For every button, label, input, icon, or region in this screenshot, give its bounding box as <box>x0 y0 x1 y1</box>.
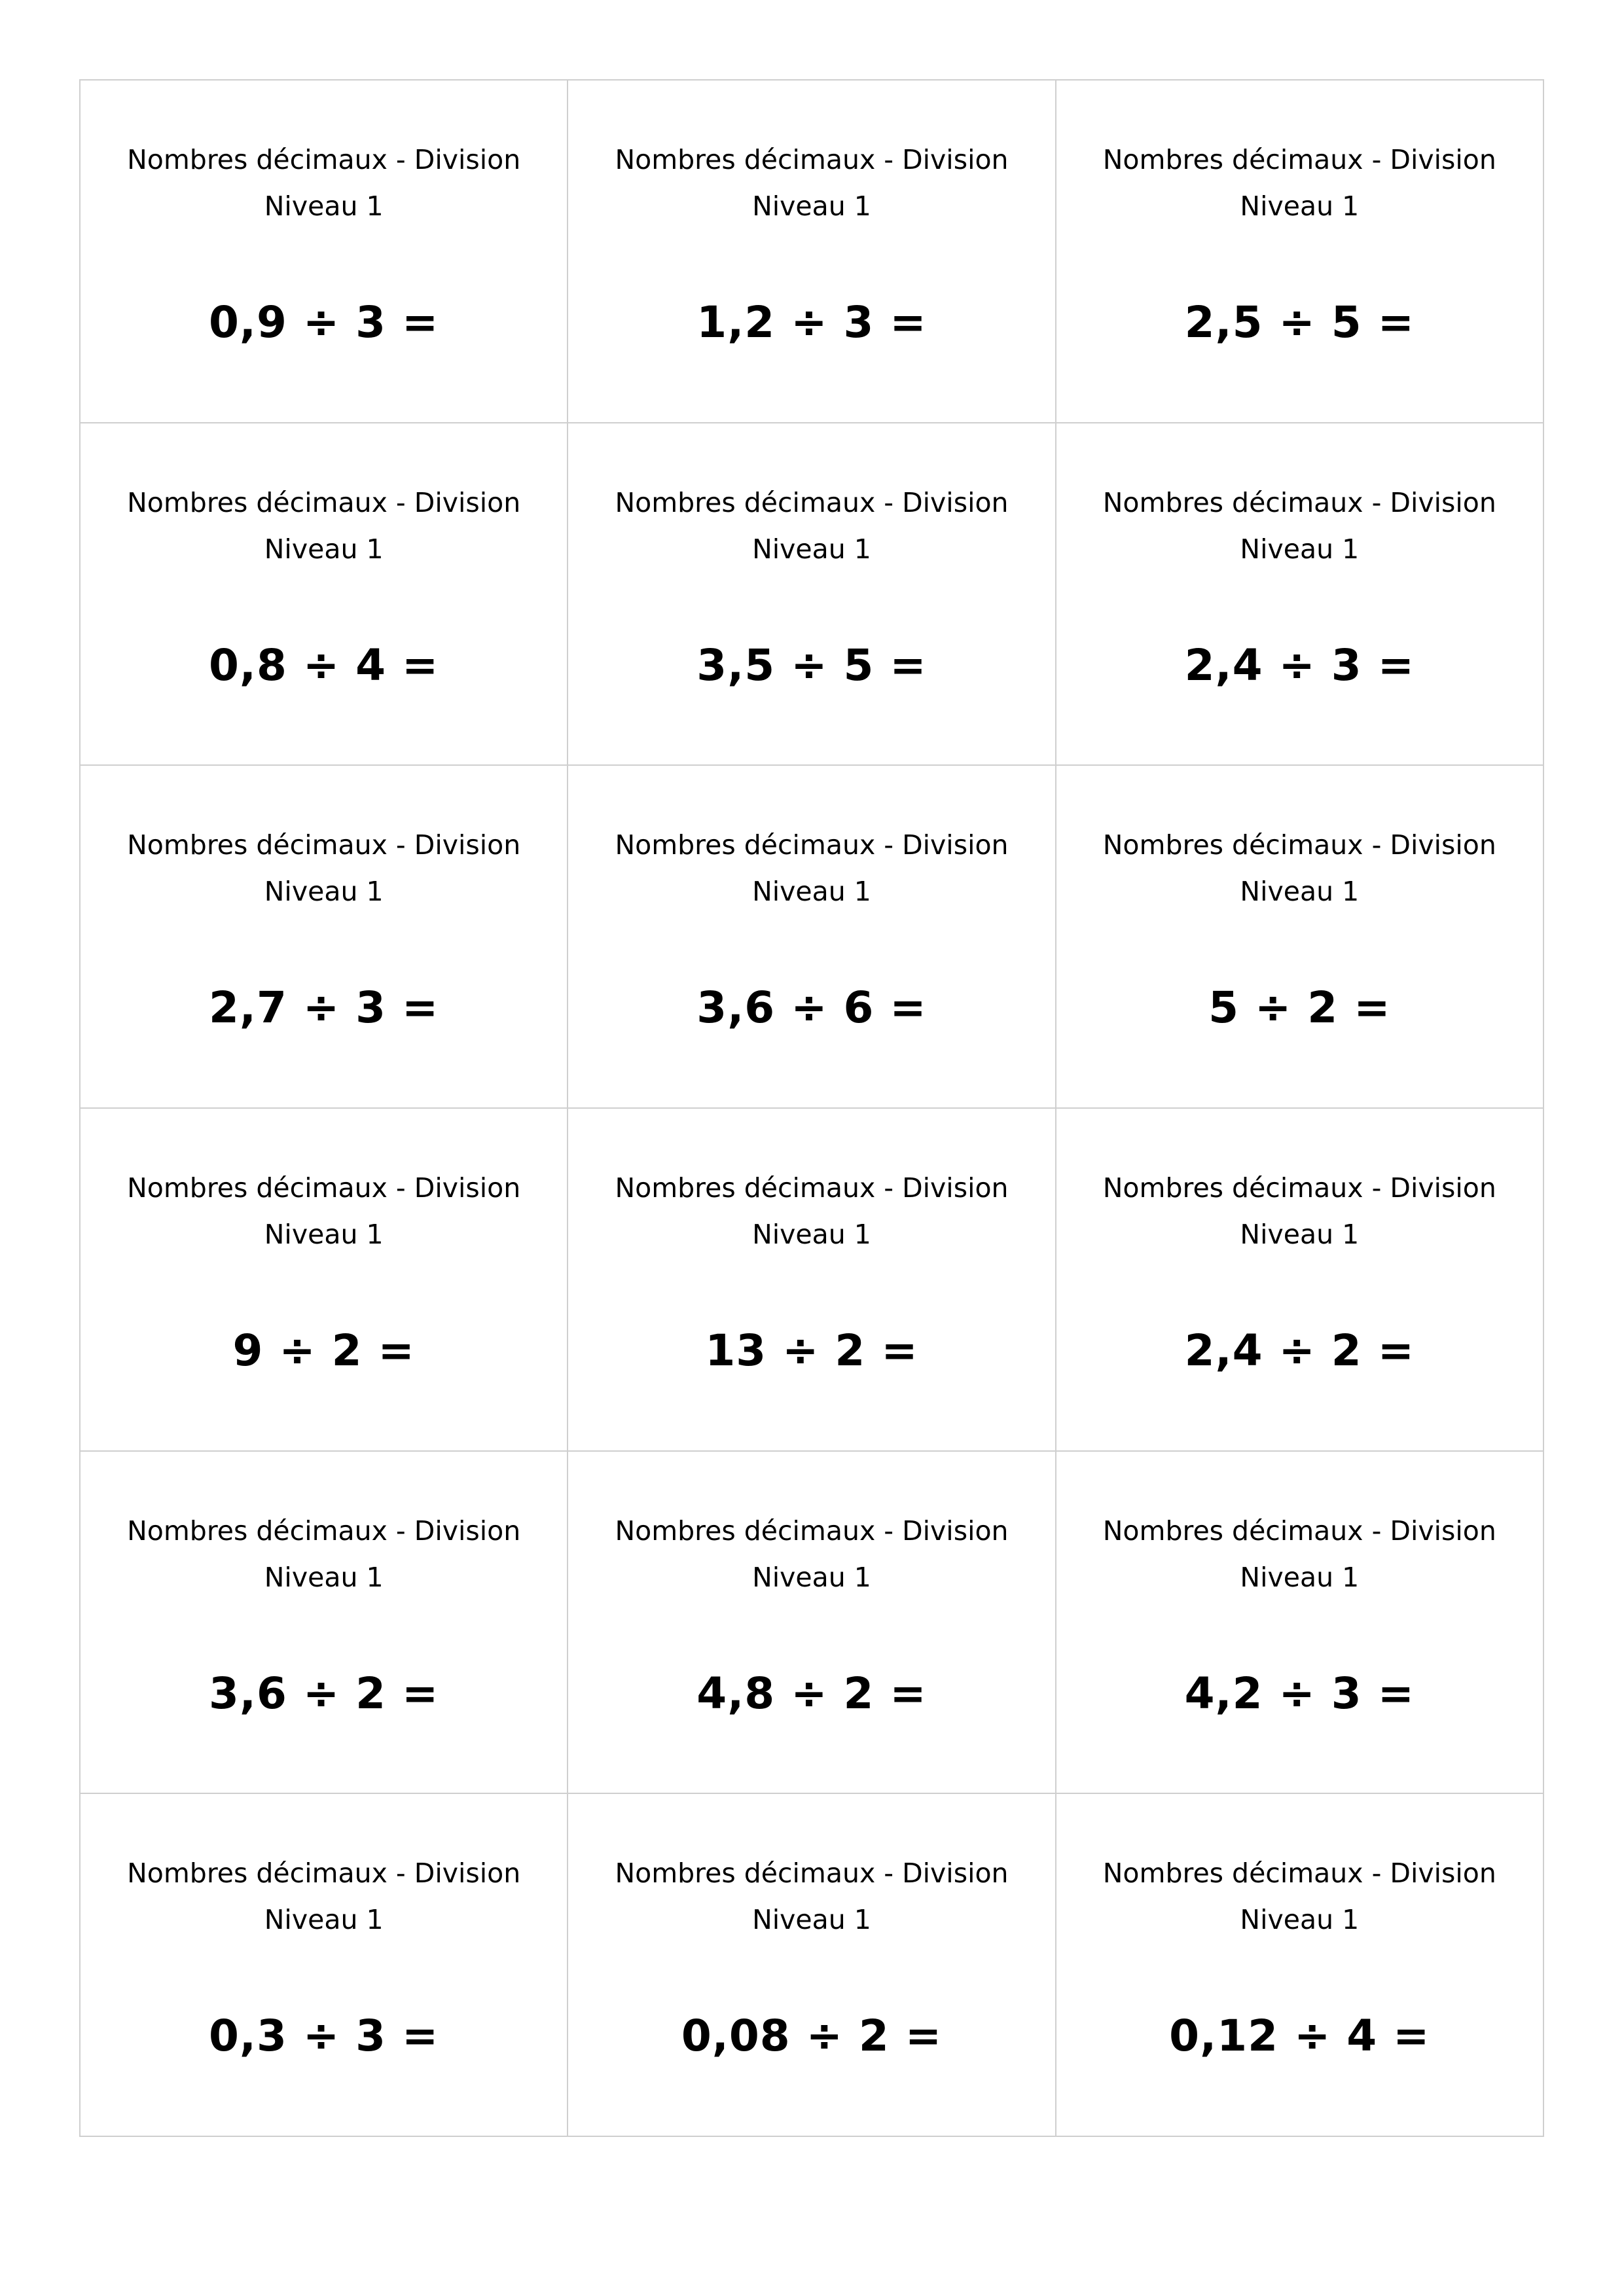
card-level: Niveau 1 <box>752 876 871 908</box>
card-title: Nombres décimaux - Division <box>615 1857 1009 1890</box>
card-title: Nombres décimaux - Division <box>127 1515 521 1547</box>
card-level: Niveau 1 <box>1240 533 1360 565</box>
card-title: Nombres décimaux - Division <box>1102 144 1496 175</box>
card-level: Niveau 1 <box>752 1219 871 1250</box>
card-level: Niveau 1 <box>1240 876 1360 908</box>
card-level: Niveau 1 <box>752 1904 871 1936</box>
card-question: 5 ÷ 2 = <box>1208 982 1391 1033</box>
card <box>1056 1452 1544 1795</box>
card <box>81 423 568 766</box>
card-title: Nombres décimaux - Division <box>127 486 521 518</box>
card-title: Nombres décimaux - Division <box>127 144 521 175</box>
card-level: Niveau 1 <box>264 876 384 908</box>
card-question: 0,8 ÷ 4 = <box>208 639 439 691</box>
card-level: Niveau 1 <box>264 1904 384 1936</box>
card-title: Nombres décimaux - Division <box>615 829 1009 861</box>
card-level: Niveau 1 <box>264 190 384 222</box>
card <box>568 1452 1056 1795</box>
card-question: 2,4 ÷ 2 = <box>1184 1325 1415 1376</box>
card-title: Nombres décimaux - Division <box>1102 1172 1496 1204</box>
card-title: Nombres décimaux - Division <box>615 486 1009 518</box>
card-title: Nombres décimaux - Division <box>127 1857 521 1890</box>
card <box>81 766 568 1109</box>
card <box>568 766 1056 1109</box>
card-level: Niveau 1 <box>264 533 384 565</box>
card-level: Niveau 1 <box>1240 1561 1360 1593</box>
card-question: 2,4 ÷ 3 = <box>1184 639 1415 691</box>
card-level: Niveau 1 <box>264 1219 384 1250</box>
card-question: 4,8 ÷ 2 = <box>696 1668 927 1719</box>
card-question: 0,9 ÷ 3 = <box>208 297 439 348</box>
card-title: Nombres décimaux - Division <box>1102 1515 1496 1547</box>
card-grid <box>79 79 1544 2137</box>
card-question: 2,7 ÷ 3 = <box>208 982 439 1033</box>
card <box>81 1794 568 2137</box>
card <box>81 1452 568 1795</box>
card-question: 0,08 ÷ 2 = <box>681 2011 943 2062</box>
card-level: Niveau 1 <box>1240 190 1360 222</box>
card-title: Nombres décimaux - Division <box>127 1172 521 1204</box>
card <box>1056 81 1544 423</box>
card <box>81 81 568 423</box>
card <box>1056 766 1544 1109</box>
card-question: 3,5 ÷ 5 = <box>696 639 927 691</box>
card-question: 9 ÷ 2 = <box>232 1325 415 1376</box>
card-title: Nombres décimaux - Division <box>1102 829 1496 861</box>
card <box>1056 423 1544 766</box>
card-title: Nombres décimaux - Division <box>1102 486 1496 518</box>
card <box>568 1794 1056 2137</box>
card <box>568 423 1056 766</box>
card-question: 0,3 ÷ 3 = <box>208 2011 439 2062</box>
card-level: Niveau 1 <box>752 1561 871 1593</box>
card-level: Niveau 1 <box>752 190 871 222</box>
card-level: Niveau 1 <box>1240 1904 1360 1936</box>
card-question: 3,6 ÷ 2 = <box>208 1668 439 1719</box>
card-question: 0,12 ÷ 4 = <box>1169 2011 1430 2062</box>
card-question: 2,5 ÷ 5 = <box>1184 297 1415 348</box>
card-title: Nombres décimaux - Division <box>615 144 1009 175</box>
card-title: Nombres décimaux - Division <box>1102 1857 1496 1890</box>
card-question: 13 ÷ 2 = <box>705 1325 918 1376</box>
card-question: 1,2 ÷ 3 = <box>696 297 927 348</box>
card <box>1056 1109 1544 1452</box>
card <box>81 1109 568 1452</box>
card-question: 3,6 ÷ 6 = <box>696 982 927 1033</box>
card-title: Nombres décimaux - Division <box>615 1172 1009 1204</box>
card-title: Nombres décimaux - Division <box>615 1515 1009 1547</box>
card-level: Niveau 1 <box>1240 1219 1360 1250</box>
card <box>568 81 1056 423</box>
card <box>1056 1794 1544 2137</box>
card-level: Niveau 1 <box>752 533 871 565</box>
card-title: Nombres décimaux - Division <box>127 829 521 861</box>
card <box>568 1109 1056 1452</box>
card-question: 4,2 ÷ 3 = <box>1184 1668 1415 1719</box>
card-level: Niveau 1 <box>264 1561 384 1593</box>
